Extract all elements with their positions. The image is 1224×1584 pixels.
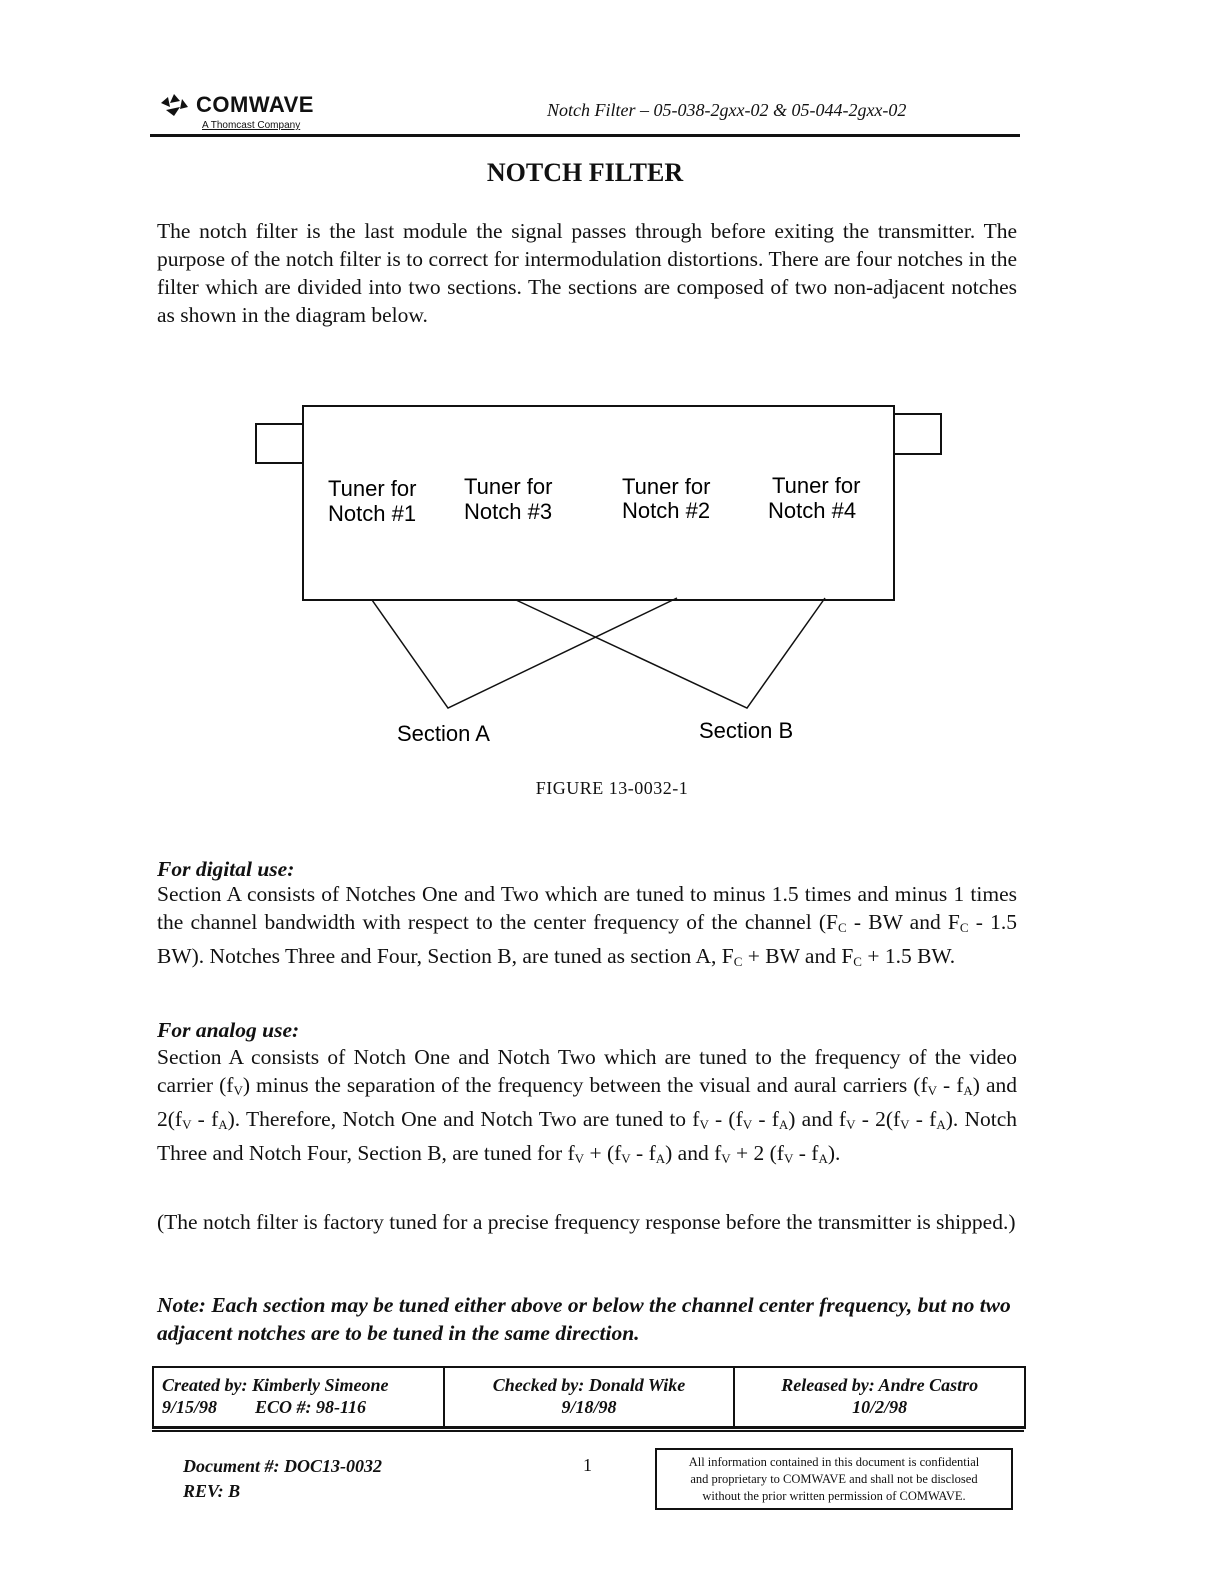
checked-date: 9/18/98: [561, 1397, 617, 1417]
document-number: Document #: DOC13-0032: [183, 1456, 382, 1476]
created-date: 9/15/98: [162, 1397, 218, 1417]
tuning-direction-note: Note: Each section may be tuned either above or below the channel center frequency, but no two adjacent notches are to be tuned in the same direction.: [157, 1293, 1011, 1345]
tuner-notch-4-line2: Notch #4: [768, 498, 857, 523]
digital-use-heading: For digital use:: [157, 857, 295, 881]
revision: REV: B: [183, 1481, 241, 1501]
page-title: NOTCH FILTER: [486, 158, 684, 187]
tuner-notch-1-line2: Notch #1: [328, 501, 417, 526]
section-b-label: Section B: [699, 718, 794, 743]
tuner-notch-1-line1: Tuner for: [328, 476, 417, 501]
approval-table: [152, 1366, 1026, 1429]
logo: [158, 92, 314, 118]
digital-use-paragraph: Section A consists of Notches One and Two which are tuned to minus 1.5 times and minus 1 times the channel bandwidth with respect to the center frequency of the channel ($F_C$ - BW and $F_C - 1.5$ BW). Notches Three and Four, Section B, are tuned as section A, $F_C$ + BW and $F_C + 1.5$ BW.: [157, 882, 1017, 969]
section-a-connector: [372, 598, 677, 708]
confidential-line-3: without the prior written permission of COMWAVE.: [702, 1489, 966, 1503]
tuner-notch-4-line1: Tuner for: [772, 473, 861, 498]
output-port: [894, 414, 941, 454]
input-port: [256, 424, 303, 463]
comwave-logo-icon: [158, 93, 190, 117]
notch-filter-diagram: [250, 400, 950, 760]
eco-number: ECO #: 98-116: [255, 1397, 367, 1417]
analog-use-heading: For analog use:: [157, 1018, 300, 1042]
released-by: Released by: Andre Castro: [781, 1375, 979, 1395]
footer-divider: [152, 1430, 1024, 1432]
logo-subtitle: A Thomcast Company: [202, 120, 301, 131]
analog-use-paragraph: Section A consists of Notch One and Notch Two which are tuned to the frequency of the video carrier $(f_V)$ minus the separation of the frequency between the visual and aural carriers $(f_V - f_A)$ and $2(f_V - f_A)$. Therefore, Notch One and Notch Two are tuned to $f_V - (f_V - f_A)$ and $f_V - 2(f_V - f_A)$. Notch Three and Notch Four, Section B, are tuned for $f_V + (f_V - f_A)$ and $f_V + 2$ $(f_V - f_A)$.: [157, 1045, 1018, 1166]
header-divider: [150, 134, 1020, 137]
created-by-cell: [154, 1368, 445, 1426]
logo-text: COMWAVE: [196, 92, 314, 117]
created-by: Created by: Kimberly Simeone: [162, 1375, 389, 1395]
factory-tuning-note: (The notch filter is factory tuned for a precise frequency response before the transmitter is shipped.): [157, 1210, 1016, 1234]
section-a-label: Section A: [397, 721, 490, 746]
released-date: 10/2/98: [852, 1397, 908, 1417]
confidential-line-1: All information contained in this document is confidential: [688, 1455, 980, 1469]
released-by-cell: [735, 1368, 1024, 1426]
created-date-row: [162, 1396, 435, 1418]
tuner-notch-3-line2: Notch #3: [464, 499, 553, 524]
document-info: [183, 1454, 382, 1504]
tuner-notch-2-line1: Tuner for: [622, 474, 711, 499]
tuner-notch-2-line2: Notch #2: [622, 498, 711, 523]
document-header-title: Notch Filter – 05-038-2gxx-02 & 05-044-2gxx-02: [547, 100, 907, 120]
checked-by-cell: [445, 1368, 736, 1426]
figure-caption: FIGURE 13-0032-1: [535, 778, 689, 798]
confidential-line-2: and proprietary to COMWAVE and shall not be disclosed: [690, 1472, 978, 1486]
page-number: 1: [583, 1455, 592, 1475]
checked-by: Checked by: Donald Wike: [492, 1375, 686, 1395]
confidentiality-notice: [655, 1448, 1013, 1510]
intro-paragraph: The notch filter is the last module the signal passes through before exiting the transmitter. The purpose of the notch filter is to correct for intermodulation distortions. There are four notches in the filter which are divided into two sections. The sections are composed of two non-adjacent notches as shown in the diagram below.: [157, 219, 1017, 327]
tuner-notch-3-line1: Tuner for: [464, 474, 553, 499]
